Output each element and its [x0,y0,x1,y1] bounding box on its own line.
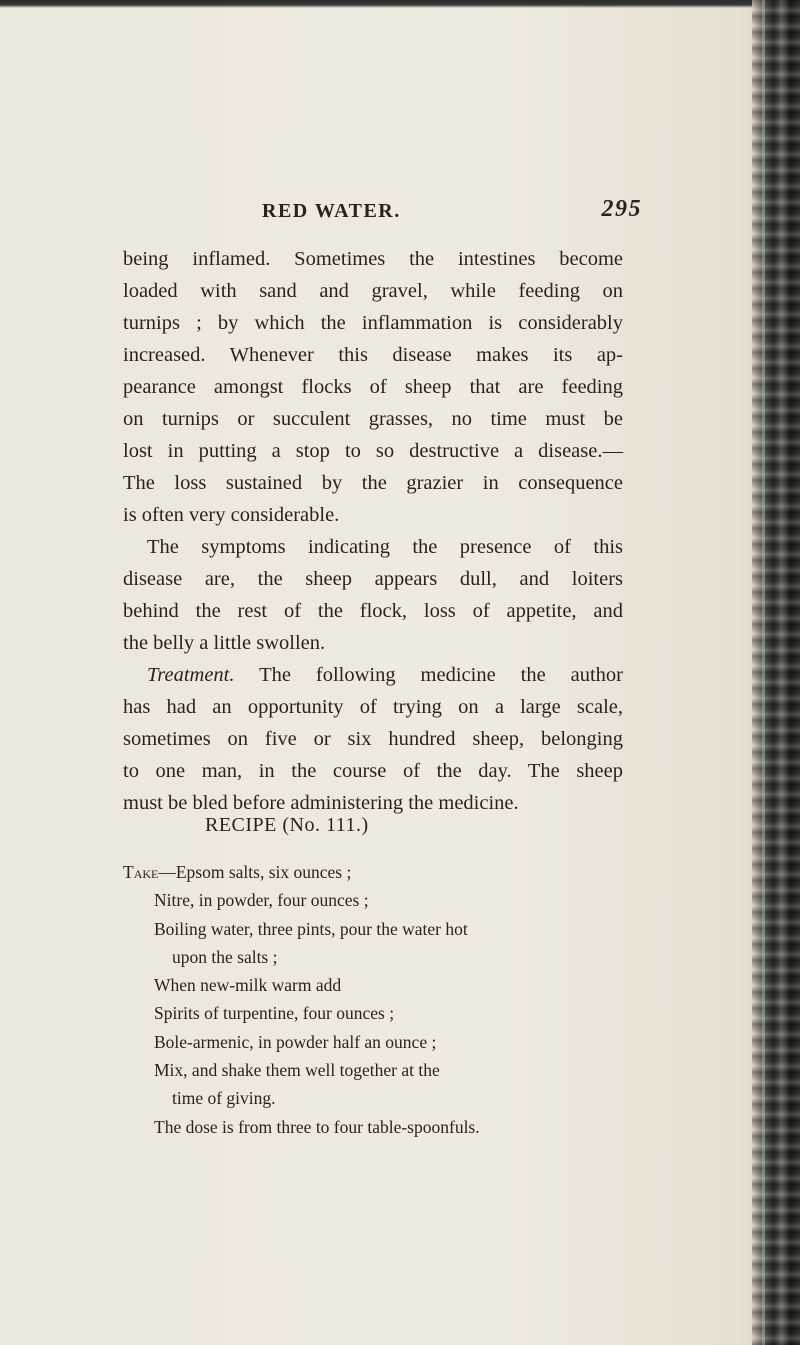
page-number: 295 [601,196,642,222]
text-line: must be bled before administering the medicine. [123,792,519,814]
text-line: disease are, the sheep appears dull, and loiters [123,568,623,590]
text-line: lost in putting a stop to so destructive a disease.— [123,440,623,462]
text-line: The loss sustained by the grazier in consequence [123,472,623,494]
text-line: behind the rest of the flock, loss of appetite, and [123,600,623,622]
text-line: The symptoms indicating the presence of this [147,536,623,558]
text-line: loaded with sand and gravel, while feeding on [123,280,623,302]
recipe-line: The dose is from three to four table-spoonfuls. [154,1116,480,1137]
text-line: the belly a little swollen. [123,632,326,654]
text-line: turnips ; by which the inflammation is considerably [123,312,623,334]
recipe-title: RECIPE (No. 111.) [205,814,369,836]
recipe-line: upon the salts ; [172,946,278,967]
recipe-line: Bole-armenic, in powder half an ounce ; [154,1031,437,1052]
recipe-line: time of giving. [172,1088,276,1109]
text-line: being inflamed. Sometimes the intestines become [123,248,623,270]
text-line: increased. Whenever this disease makes its ap- [123,344,623,366]
text-line: has had an opportunity of trying on a large scale, [123,696,623,718]
text-line: is often very considerable. [123,504,340,526]
recipe-line: Boiling water, three pints, pour the water hot [154,918,468,939]
recipe-line [123,858,623,886]
recipe-line: Nitre, in powder, four ounces ; [154,890,369,911]
take-word: Take [123,862,159,882]
recipe-line: Mix, and shake them well together at the [154,1060,440,1081]
running-header [262,196,642,230]
page-top-edge [0,0,800,8]
recipe-line: When new-milk warm add [154,975,342,996]
text-line: to one man, in the course of the day. The sheep [123,760,623,782]
text-line: pearance amongst flocks of sheep that are feeding [123,376,623,398]
recipe-line: Spirits of turpentine, four ounces ; [154,1003,395,1024]
text-line: sometimes on five or six hundred sheep, belonging [123,728,623,750]
treatment-heading: Treatment. [147,664,235,686]
running-title: RED WATER. [262,200,401,222]
book-spine [752,0,800,1345]
recipe-list [123,858,623,1141]
text-line [123,659,623,691]
body-text [123,243,623,819]
recipe-text: —Epsom salts, six ounces ; [158,862,352,882]
text-line: on turnips or succulent grasses, no time must be [123,408,623,430]
text-run: The following medicine the author [234,664,623,686]
